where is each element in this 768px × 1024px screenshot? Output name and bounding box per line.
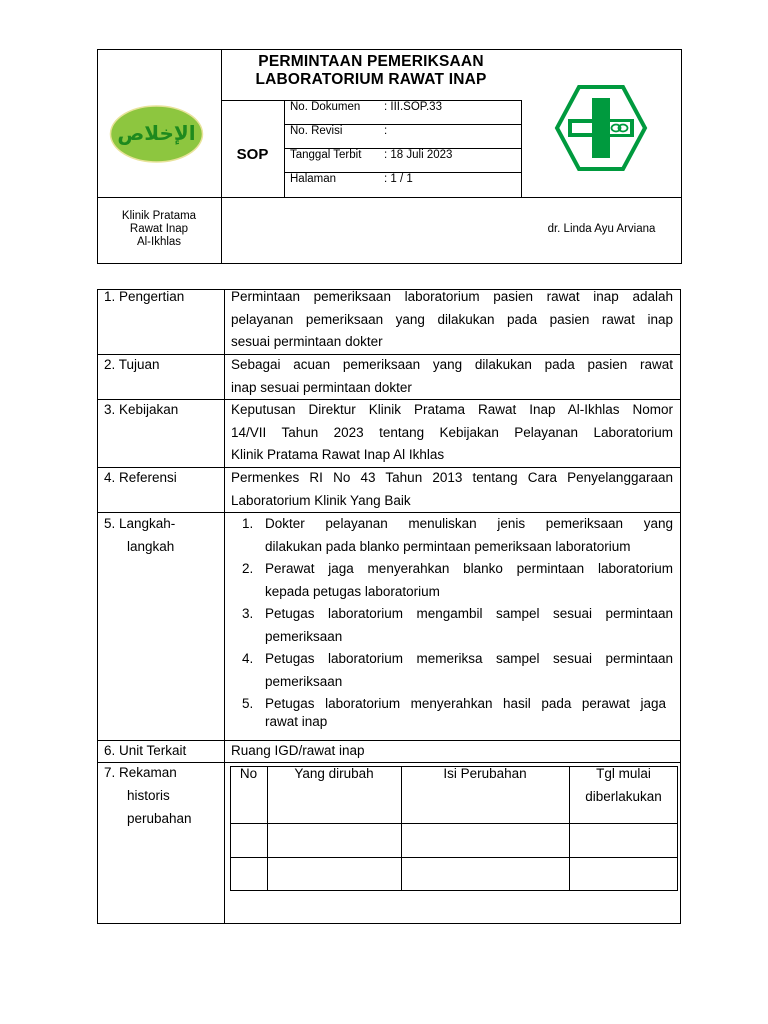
header-row-divider <box>97 197 682 198</box>
step-5-line-2: rawat inap <box>265 714 328 729</box>
clinic-name-line-2: Rawat Inap <box>129 223 189 235</box>
step-1-number: 1. <box>242 516 254 531</box>
step-4-line-1: Petugas laboratorium memeriksa sampel sesuai permintaan <box>265 651 673 666</box>
kebijakan-line-3: Klinik Pratama Rawat Inap Al Ikhlas <box>231 447 445 462</box>
revision-row-divider-2 <box>230 857 678 858</box>
revision-header-no: No <box>239 766 258 781</box>
revision-header-yang-dirubah: Yang dirubah <box>294 766 374 781</box>
step-5-line-1: Petugas laboratorium menyerahkan hasil pada perawat jaga <box>265 696 666 711</box>
document-title-line-2: LABORATORIUM RAWAT INAP <box>255 71 487 88</box>
revision-row-divider-1 <box>230 823 678 824</box>
meta-value-halaman: : 1 / 1 <box>384 173 413 185</box>
step-2-line-1: Perawat jaga menyerahkan blanko permintaan laboratorium <box>265 561 673 576</box>
step-1-line-1: Dokter pelayanan menuliskan jenis pemeriksaan yang <box>265 516 673 531</box>
label-referensi: 4. Referensi <box>104 470 177 485</box>
referensi-line-2: Laboratorium Klinik Yang Baik <box>231 492 411 508</box>
unit-terkait-value: Ruang IGD/rawat inap <box>231 743 365 758</box>
label-rekaman-line-2: historis <box>127 788 170 803</box>
meta-label-no-revisi: No. Revisi <box>290 125 343 137</box>
label-pengertian: 1. Pengertian <box>104 289 185 304</box>
revision-header-tgl-mulai: Tgl mulai <box>596 766 651 781</box>
header-divider-right <box>521 100 522 197</box>
step-2-line-2: kepada petugas laboratorium <box>265 583 440 599</box>
step-3-number: 3. <box>242 606 254 621</box>
step-4-line-2: pemeriksaan <box>265 673 343 689</box>
clinic-name-line-1: Klinik Pratama <box>121 210 197 222</box>
revision-header-isi-perubahan: Isi Perubahan <box>443 766 527 781</box>
tujuan-line-2: inap sesuai permintaan dokter <box>231 379 412 395</box>
al-ikhlas-logo-text: الإخلاص <box>117 121 196 145</box>
health-cross-logo <box>554 84 648 172</box>
signatory-name: dr. Linda Ayu Arviana <box>547 223 656 235</box>
pengertian-line-2: pelayanan pemeriksaan yang dilakukan pada pasien rawat inap <box>231 311 673 327</box>
header-title-divider <box>221 100 521 101</box>
meta-label-no-dokumen: No. Dokumen <box>290 101 361 113</box>
meta-value-no-revisi: : <box>384 125 388 137</box>
label-langkah-line-2: langkah <box>127 538 175 554</box>
step-1-line-2: dilakukan pada blanko permintaan pemeriksaan laboratorium <box>265 538 631 554</box>
step-5-number: 5. <box>242 696 254 711</box>
clinic-name-line-3: Al-Ikhlas <box>136 236 182 248</box>
health-cross-icon <box>554 84 648 172</box>
tujuan-line-1: Sebagai acuan pemeriksaan yang dilakukan pada pasien rawat <box>231 357 673 372</box>
referensi-line-1: Permenkes RI No 43 Tahun 2013 tentang Cara Penyelanggaraan <box>231 470 673 485</box>
kebijakan-line-1: Keputusan Direktur Klinik Pratama Rawat Inap Al-Ikhlas Nomor <box>231 402 673 417</box>
label-tujuan: 2. Tujuan <box>104 357 160 372</box>
pengertian-line-3: sesuai permintaan dokter <box>231 334 383 349</box>
al-ikhlas-logo <box>109 104 204 164</box>
label-unit-terkait: 6. Unit Terkait <box>104 743 187 758</box>
meta-value-tanggal-terbit: : 18 Juli 2023 <box>384 149 453 161</box>
meta-label-tanggal-terbit: Tanggal Terbit <box>290 149 362 161</box>
revision-header-diberlakukan: diberlakukan <box>585 789 662 804</box>
sop-label: SOP <box>236 146 269 163</box>
step-4-number: 4. <box>242 651 254 666</box>
label-langkah-line-1: 5. Langkah- <box>104 516 176 531</box>
label-kebijakan: 3. Kebijakan <box>104 402 179 417</box>
pengertian-line-1: Permintaan pemeriksaan laboratorium pasien rawat inap adalah <box>231 289 673 304</box>
content-table-column-divider <box>224 289 225 924</box>
step-3-line-1: Petugas laboratorium mengambil sampel sesuai permintaan <box>265 606 673 621</box>
meta-label-halaman: Halaman <box>290 173 337 185</box>
step-3-line-2: pemeriksaan <box>265 628 343 644</box>
label-rekaman-line-3: perubahan <box>127 811 192 826</box>
step-2-number: 2. <box>242 561 254 576</box>
meta-value-no-dokumen: : III.SOP.33 <box>384 101 442 113</box>
label-rekaman-line-1: 7. Rekaman <box>104 765 177 780</box>
kebijakan-line-2: 14/VII Tahun 2023 tentang Kebijakan Pelayanan Laboratorium <box>231 424 673 440</box>
document-title-line-1: PERMINTAAN PEMERIKSAAN <box>258 53 484 70</box>
